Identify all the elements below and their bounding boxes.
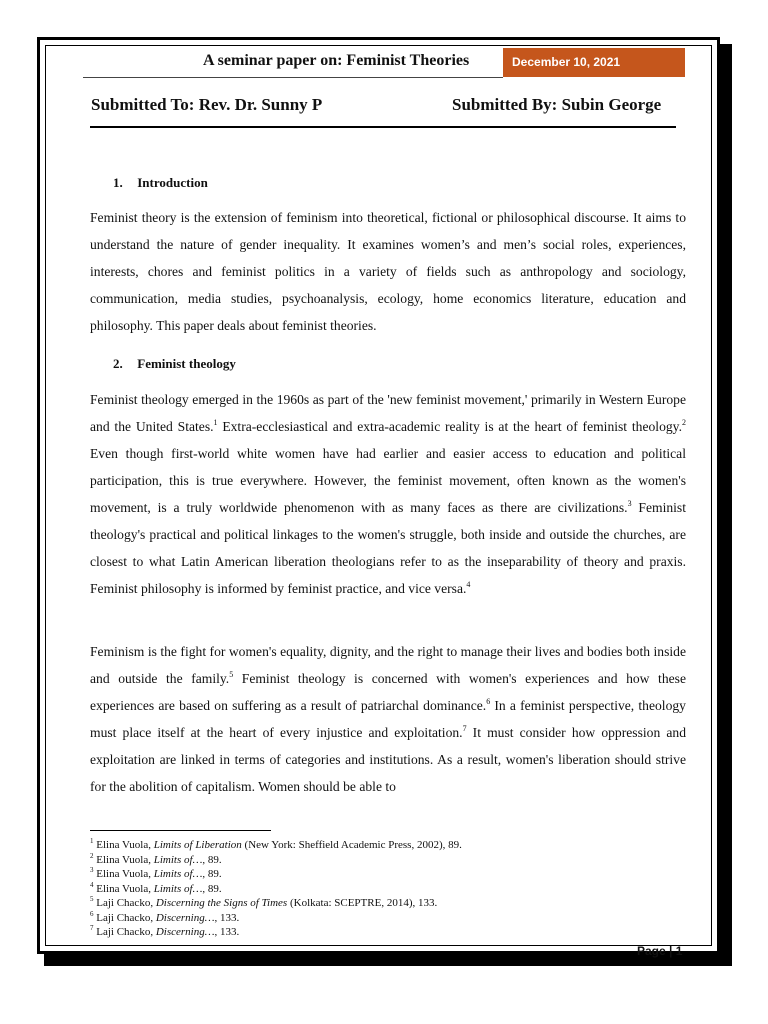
text-run: In a feminist perspective, theology must place itself at the heart of every injustice and exploitation.	[90, 698, 686, 740]
submitted-by: Submitted By: Subin George	[452, 95, 662, 114]
footnote-ref: 4	[466, 580, 471, 589]
section-heading-introduction	[113, 175, 208, 191]
section-number: 1.	[113, 175, 123, 190]
footnote-ref: 2	[681, 418, 686, 427]
footnote: $^2$ Elina Vuola, Limits of…, 89.	[90, 851, 222, 866]
text-run: Feminist theology is concerned with women's experiences and how these experiences are based on suffering as a result of patriarchal dominance.	[90, 671, 686, 713]
theology-paragraph-1	[90, 386, 686, 602]
date-badge: December 10, 2021	[503, 48, 685, 77]
footnote: $^6$ Laji Chacko, Discerning…, 133.	[90, 909, 240, 924]
submitted-to: Submitted To: Rev. Dr. Sunny P	[91, 95, 323, 114]
footnotes	[90, 838, 462, 940]
footnote: $^4$ Elina Vuola, Limits of…, 89.	[90, 880, 222, 895]
theology-paragraph-2	[90, 638, 686, 800]
section-title: Introduction	[137, 175, 208, 190]
header-divider	[90, 126, 676, 128]
section-title: Feminist theology	[137, 356, 236, 371]
intro-paragraph	[90, 204, 686, 339]
footnote: $^3$ Elina Vuola, Limits of…, 89.	[90, 866, 222, 880]
document-title: A seminar paper on: Feminist Theories	[203, 52, 470, 69]
footnote: $^7$ Laji Chacko, Discerning…, 133.	[90, 924, 240, 938]
text-run: Feminist theology's practical and political linkages to the women's struggle, both inside and outside the churches, are closest to what Latin American liberation theologians refer to as the inseparability of theory and praxis. Feminist philosophy is informed by feminist practice, and vice versa.	[90, 500, 687, 596]
text-run: Feminism is the fight for women's equality, dignity, and the right to manage their lives and bodies both inside and outside the family.	[90, 644, 686, 686]
page-number: Page | 1	[637, 944, 683, 958]
section-heading-feminist-theology	[113, 356, 236, 372]
footnote-ref: 3	[627, 499, 632, 508]
text-run: Feminist theology emerged in the 1960s as part of the 'new feminist movement,' primarily in Western Europe and the United States.	[90, 392, 686, 434]
footnote-ref: 7	[462, 724, 467, 733]
text-run: Extra-ecclesiastical and extra-academic reality is at the heart of feminist theology.	[217, 419, 682, 434]
footnote-ref: 6	[486, 697, 491, 706]
footnote: $^5$ Laji Chacko, Discerning the Signs of Times (Kolkata: SCEPTRE, 2014), 133.	[90, 895, 438, 909]
footnote-ref: 5	[229, 670, 234, 679]
text-run: It must consider how oppression and exploitation are linked in terms of categories and institutions. As a result, women's liberation should strive for the abolition of capitalism. Women should be able to	[90, 725, 686, 794]
title-underline	[83, 77, 503, 78]
text-run: Even though first-world white women have had earlier and easier access to education and political participation, this is true everywhere. However, the feminist movement, often known as the women's movement, is a truly worldwide phenomenon with as many faces as there are civilizations.	[90, 446, 686, 515]
footnote: $^1$ Elina Vuola, Limits of Liberation (New York: Sheffield Academic Press, 2002), 89.	[90, 837, 462, 851]
intro-text: Feminist theory is the extension of feminism into theoretical, fictional or philosophical discourse. It aims to understand the nature of gender inequality. It examines women’s and men’s social roles, experiences, interests, chores and feminist politics in a variety of fields such as anthropology and sociology, communication, media studies, psychoanalysis, ecology, home economics literature, education and philosophy. This paper deals about feminist theories.	[90, 210, 686, 333]
footnote-ref: 1	[213, 418, 218, 427]
footnote-separator	[90, 830, 271, 831]
section-number: 2.	[113, 356, 123, 371]
